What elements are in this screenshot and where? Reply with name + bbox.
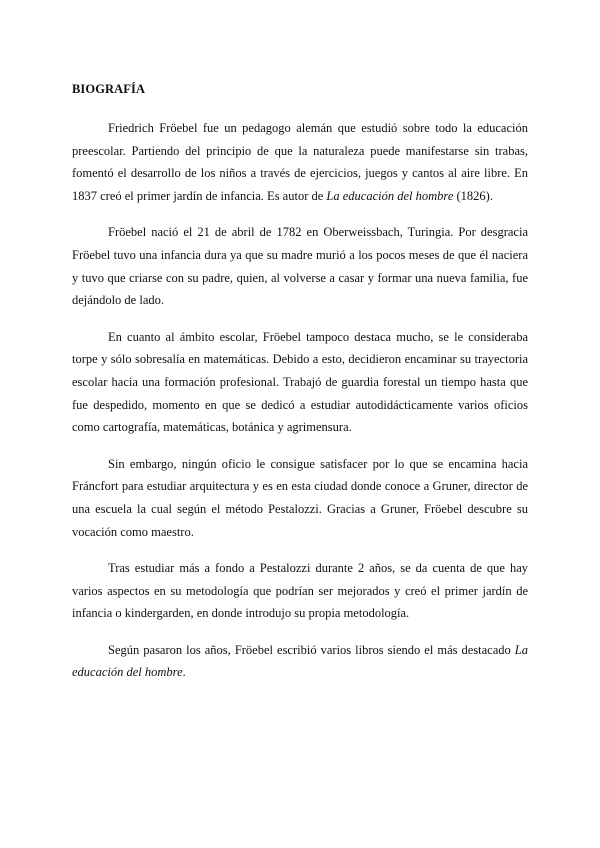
book-title: La educación del hombre	[72, 642, 528, 680]
paragraph-text: (1826).	[453, 188, 493, 203]
paragraph-text: .	[182, 665, 186, 680]
paragraph-books	[72, 639, 528, 684]
book-title: La educación del hombre	[326, 188, 454, 203]
paragraph-schooling: En cuanto al ámbito escolar, Fröebel tampoco destaca mucho, se le consideraba torpe y sólo sobresalía en matemáticas. Debido a esto, decidieron encaminar su trayectoria escolar hacia una formación profesional. Trabajó de guardia forestal un tiempo hasta que fue despedido, momento en que se dedicó a estudiar autodidácticamente varios oficios como cartografía, matemáticas, botánica y agrimensura.	[72, 329, 528, 435]
paragraph-text: Según pasaron los años, Fröebel escribió varios libros siendo el más destacado	[108, 642, 515, 657]
paragraph-intro	[72, 117, 528, 207]
paragraph-vocation: Sin embargo, ningún oficio le consigue satisfacer por lo que se encamina hacia Fráncfort para estudiar arquitectura y es en esta ciudad donde conoce a Gruner, director de una escuela la cual según el método Pestalozzi. Gracias a Gruner, Fröebel descubre su vocación como maestro.	[72, 456, 528, 539]
paragraph-kindergarten: Tras estudiar más a fondo a Pestalozzi durante 2 años, se da cuenta de que hay varios aspectos en su metodología que podrían ser mejorados y creó el primer jardín de infancia o kindergarden, en donde introdujo su propia metodología.	[72, 561, 528, 621]
paragraph-childhood: Fröebel nació el 21 de abril de 1782 en Oberweissbach, Turingia. Por desgracia Fröebel tuvo una infancia dura ya que su madre murió a los pocos meses de que él naciera y tuvo que criarse con su padre, quien, al volverse a casar y formar una nueva familia, fue dejándolo de lado.	[72, 225, 528, 308]
page-title: BIOGRAFÍA	[72, 82, 146, 96]
paragraph-text: Friedrich Fröebel fue un pedagogo alemán que estudió sobre todo la educación preescolar. Partiendo del principio de que la naturaleza puede manifestarse sin trabas, fomentó el desarrollo de los niños a través de ejercicios, juegos y cantos al aire libre. En 1837 creó el primer jardín de infancia. Es autor de	[72, 121, 528, 203]
